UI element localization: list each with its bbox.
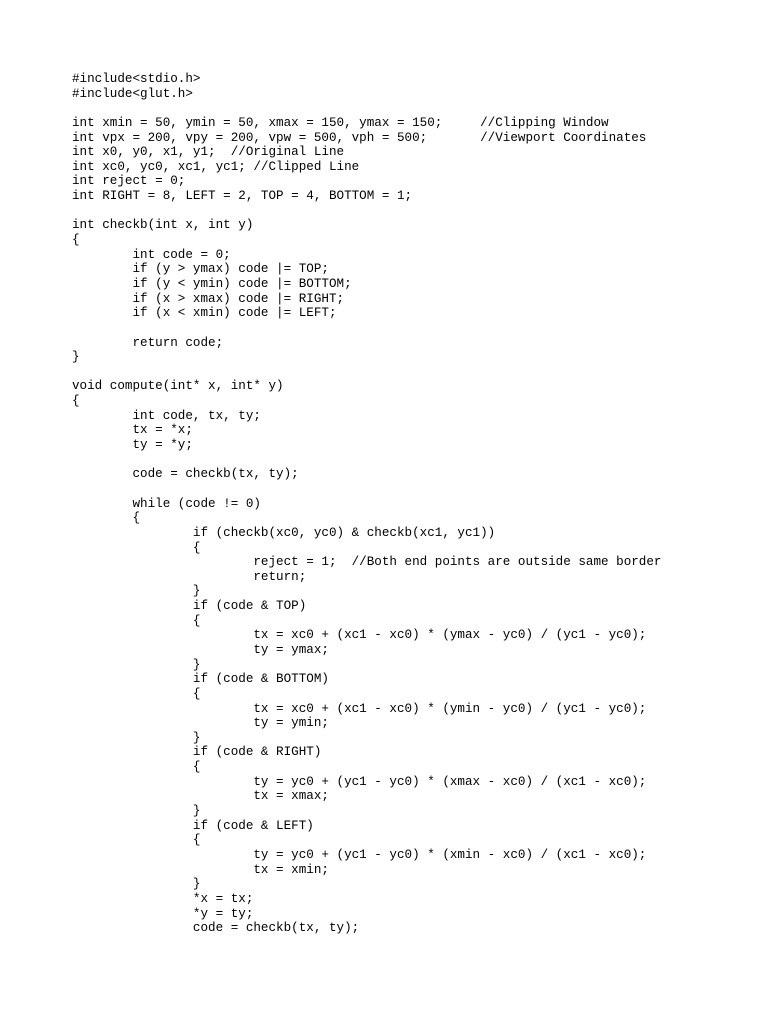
- code-line: {: [72, 760, 201, 775]
- code-line: }: [72, 350, 80, 365]
- code-line: int checkb(int x, int y): [72, 218, 254, 233]
- code-line: }: [72, 657, 201, 672]
- code-line: ty = yc0 + (yc1 - yc0) * (xmin - xc0) / (xc1 - xc0);: [72, 847, 647, 862]
- code-line: ty = ymin;: [72, 716, 329, 731]
- code-line: tx = xmin;: [72, 862, 329, 877]
- code-listing: [72, 72, 661, 936]
- code-line: *x = tx;: [72, 891, 254, 906]
- code-line: return;: [72, 569, 307, 584]
- code-line: if (code & BOTTOM): [72, 672, 329, 687]
- code-line: int RIGHT = 8, LEFT = 2, TOP = 4, BOTTOM = 1;: [72, 189, 413, 204]
- code-line: [72, 204, 661, 219]
- code-line: *y = ty;: [72, 906, 254, 921]
- code-line: [72, 321, 661, 336]
- code-line: int x0, y0, x1, y1; //Original Line: [72, 145, 345, 160]
- code-line: tx = xc0 + (xc1 - xc0) * (ymax - yc0) / (yc1 - yc0);: [72, 628, 647, 643]
- code-line: [72, 101, 661, 116]
- code-line: ty = *y;: [72, 438, 193, 453]
- code-line: #include<stdio.h>: [72, 72, 201, 86]
- code-line: code = checkb(tx, ty);: [72, 467, 299, 482]
- code-line: return code;: [72, 335, 224, 350]
- code-line: {: [72, 394, 80, 409]
- code-line: if (code & TOP): [72, 599, 307, 614]
- code-line: {: [72, 540, 201, 555]
- code-line: [72, 482, 661, 497]
- code-line: ty = yc0 + (yc1 - yc0) * (xmax - xc0) / (xc1 - xc0);: [72, 774, 647, 789]
- code-line: {: [72, 511, 141, 526]
- code-line: while (code != 0): [72, 496, 261, 511]
- code-line: #include<glut.h>: [72, 86, 193, 101]
- code-line: code = checkb(tx, ty);: [72, 921, 360, 936]
- code-line: if (x < xmin) code |= LEFT;: [72, 306, 337, 321]
- code-line: }: [72, 877, 201, 892]
- code-line: if (y > ymax) code |= TOP;: [72, 262, 329, 277]
- code-line: int xmin = 50, ymin = 50, xmax = 150, ymax = 150; //Clipping Window: [72, 115, 609, 130]
- code-line: if (x > xmax) code |= RIGHT;: [72, 291, 345, 306]
- code-line: if (y < ymin) code |= BOTTOM;: [72, 276, 352, 291]
- code-line: }: [72, 584, 201, 599]
- code-line: int code, tx, ty;: [72, 408, 261, 423]
- code-line: int vpx = 200, vpy = 200, vpw = 500, vph = 500; //Viewport Coordinates: [72, 130, 647, 145]
- code-line: ty = ymax;: [72, 642, 329, 657]
- code-line: {: [72, 613, 201, 628]
- code-line: }: [72, 730, 201, 745]
- code-line: }: [72, 804, 201, 819]
- code-line: if (checkb(xc0, yc0) & checkb(xc1, yc1)): [72, 525, 496, 540]
- code-line: [72, 453, 661, 468]
- code-line: tx = xc0 + (xc1 - xc0) * (ymin - yc0) / (yc1 - yc0);: [72, 701, 647, 716]
- code-line: {: [72, 686, 201, 701]
- code-line: if (code & LEFT): [72, 818, 314, 833]
- code-line: int xc0, yc0, xc1, yc1; //Clipped Line: [72, 159, 360, 174]
- code-line: reject = 1; //Both end points are outside same border: [72, 555, 662, 570]
- code-line: {: [72, 233, 80, 248]
- code-line: void compute(int* x, int* y): [72, 379, 284, 394]
- code-line: {: [72, 833, 201, 848]
- code-line: int code = 0;: [72, 247, 231, 262]
- code-line: tx = *x;: [72, 423, 193, 438]
- code-line: [72, 365, 661, 380]
- code-line: int reject = 0;: [72, 174, 186, 189]
- code-line: if (code & RIGHT): [72, 745, 322, 760]
- code-line: tx = xmax;: [72, 789, 329, 804]
